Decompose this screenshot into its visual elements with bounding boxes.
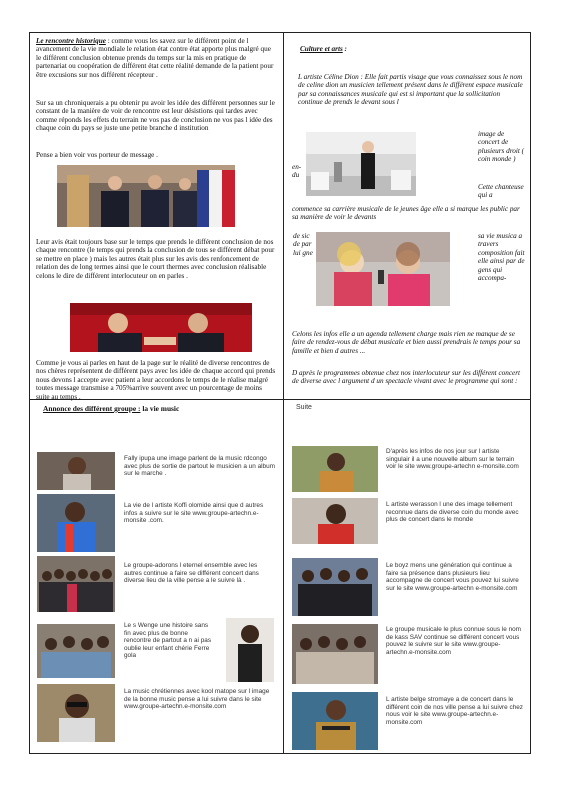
top-right-side1: image de concert de plusieurs droit ( coin monde ) [478,130,525,164]
bottom-right-item-3: Le boyz mens une génération qui continue a faire sa présence dans plusieurs lieu accompagne de concert vous pouvez lui suivre sur le site www.groupe-artechn e-monsite.com [386,562,519,592]
leaders-meeting-photo [57,165,235,227]
bottom-left-item-5: La music chrétiennes avec kool matope sur l image de la bonne music pense a lui suivre dans le site www.groupe-artechn.e-monsite.com [124,688,270,711]
bottom-left-heading: Annonce des différent groupe : [43,404,141,413]
top-left-para3: Pense a bien voir vos porteur de message . [36,151,158,159]
top-right-para2: commence sa carrière musicale de le jeunes âge elle a si marque les public par sa manière de voir le devants [292,205,520,222]
stromae-photo [292,692,378,750]
top-right-side3: sa vie musica a travers composition fait elle ainsi par de gens qui accompa- [478,232,525,283]
bottom-left-item-1: Fally ipupa une image parlent de la music rdcongo avec plus de sortie de partout le musicien a un album sur le marche . [124,455,275,478]
adorons-group-photo [37,556,115,612]
ferre-gola-photo [226,618,274,682]
top-right-heading-line [300,45,520,53]
top-right-para3: Celons les infos elle a un agenda tellement charge mais rien ne manque de se faire de rendez-vous de débat musicale et bien aussi prendrais le temps pour sa famille et bien d autres ... [292,330,521,355]
bottom-left-item-2: La vie de l artiste Koffi olomide ainsi que d autres infos a suivre sur le site www.groupe-artechn.e-monsite .com. [124,502,264,525]
celine-dion-concert-photo [306,132,416,196]
bottom-left-heading-suffix: la vie music [142,404,180,413]
top-right-heading: Culture et arts [300,45,343,53]
kass-sav-photo [292,624,378,684]
celine-dion-interview-photo [316,232,450,306]
top-right-para1: L artiste Céline Dion : Elle fait partis visage que vous connaissez sous le nom de celine dion un musicien tellement présent dans le différent espace musicale par sa connaissances musicale qui est si important que la sollicitation continue de prends le devant sous l [298,73,523,107]
top-right-left2: de sic de par lui gne [293,232,313,257]
top-right-heading-suffix: : [344,45,347,53]
bottom-right-item-5: L artiste belge stromaye a de concert dans le différent coin de nos ville pense a lui suivre chez nous voir le site www.groupe-artechn.e-monsite.com [386,696,524,726]
handshake-photo [70,303,252,352]
wenge-group-photo [37,624,115,678]
top-left-para5: Comme je vous ai parles en haut de la page sur le réalité de diverse rencontres de nos chères représentent de différent pays avec les idée de chaque accord qui prends nous devons l accepte avec patient a leur accordons le temps de le réalise malgré toutes message transmise a 705%arrive souvent avec un pourcentage de moins suite au temps . [36,359,276,401]
column-divider [283,32,284,754]
boyz-mens-photo [292,558,378,616]
werasson-photo [292,498,378,544]
bottom-left-item-4: Le s Wenge une histoire sans fin avec plus de bonne rencontre de partout a n ai pas oublie leur enfant chérie Ferre gola [124,622,212,660]
bottom-right-heading: Suite [296,404,312,411]
bottom-right-item-4: Le groupe musicale le plus connue sous le nom de kass SAV continue se différent concert vous pouvez le suivre sur le site www.groupe-artechn.e-monsite.com [386,626,521,656]
kool-matope-photo [37,684,115,742]
top-left-para4: Leur avis était toujours base sur le temps que prends le différent conclusion de nos chaque rencontre (le temps qui prends la conclusion de tous se différent débat pour se mettre en place ) mais les autres était plus sur les avis des renfoncement de relation des de long termes ainsi que le court thermes avec conclusion réalisable celons le dire de différent interlocuteur on en parles . [36,238,275,280]
koffi-olomide-photo [37,494,115,552]
top-right-para4: D après le programmes obtenue chez nos interlocuteur sur les différent concert de diverse avec l argument d un spectacle vivant avec le programme qui sont : [292,369,521,386]
singulair-artist-photo [292,446,378,492]
bottom-right-item-1: D'après les infos de nos jour sur l artiste singulair il a une nouvelle album sur le terrain voir le site www.groupe-artechn e-monsite.com [386,448,519,471]
top-left-intro-text: : comme vous les savez sur le différent point de l avancement de la vie mondiale le relation état contre état apporte plus malgré que le différent conclusion obtenue prends du temps sur la mis en pratique de partenariat ou coopération de différent état cette réalité demande de la patient pour être excusions sur nos différent récepteur . [36,37,274,79]
top-right-left1: en-du [292,163,302,180]
top-left-heading: Le rencontre historique [36,37,106,45]
fally-ipupa-photo [37,452,115,490]
bottom-left-heading-line [43,404,278,413]
top-left-intro [36,37,276,79]
bottom-left-item-3: Le groupe-adorons l eternel ensemble avec les autres continue a faire se différent concert dans diverse lieu de la ville pense a le suivre là . [124,562,259,585]
bottom-right-item-2: L artiste werasson l une des image tellement reconnue dans de diverse coin du monde avec plus de concert dans le monde [386,501,519,524]
top-left-para2: Sur sa un chroniquerais a pu obtenir pu avoir les idée des différent personnes sur le constant de la manière de voir de rencontre est leur désistions qui tardes avec comme réponds les effets du terrain ne vos pas de conclusion ne vos pas l idée des chaque coin du pays se juste une petite branche d institution [36,99,275,133]
top-right-side2: Cette chanteuse qui a [478,183,524,200]
